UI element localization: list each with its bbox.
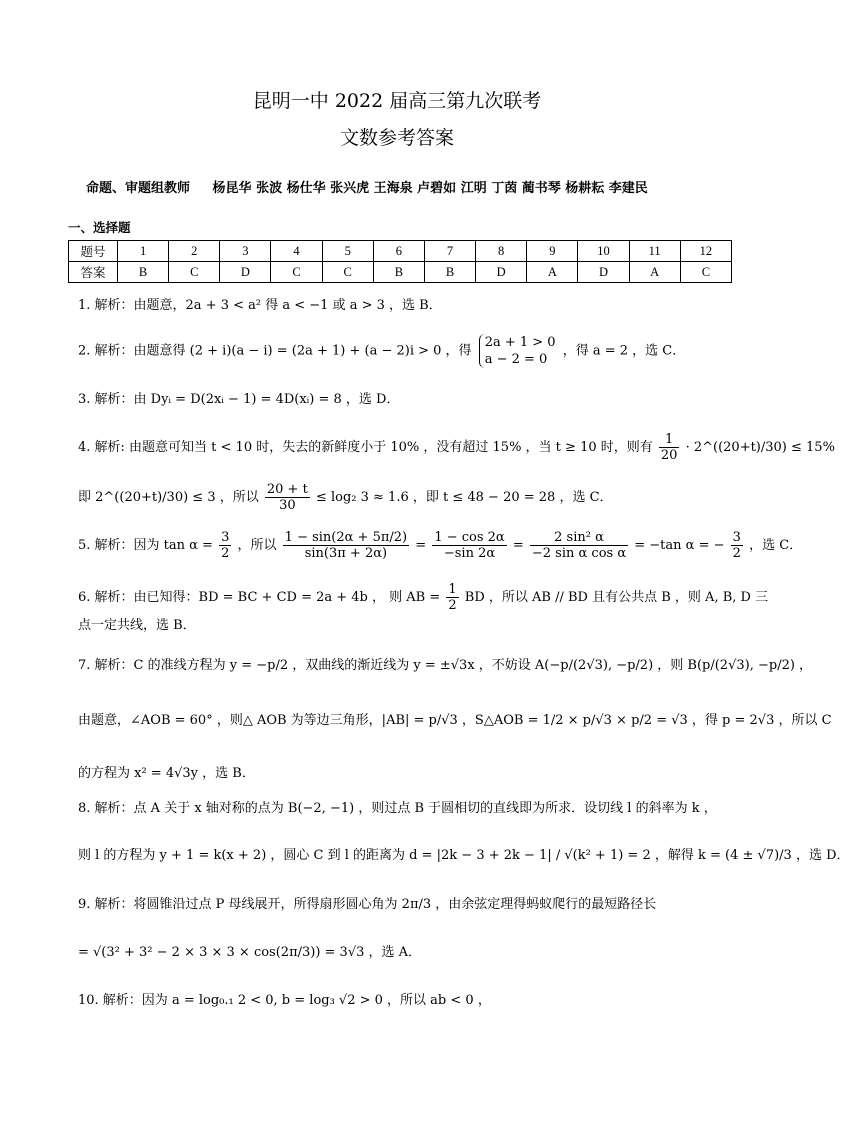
authors-line	[86, 177, 726, 196]
answer-cell: C	[680, 262, 731, 283]
solution-6-text: 6. 解析：由已知得：BD = BC + CD = 2a + 4b ， 则 AB =	[78, 590, 441, 605]
equation-system	[479, 334, 556, 368]
page-title: 昆明一中 2022 届高三第九次联考	[252, 90, 542, 112]
question-number: 11	[629, 241, 680, 262]
answer-cell: B	[424, 262, 475, 283]
question-number: 1	[118, 241, 169, 262]
solution-7-cont: 由题意，∠AOB = 60° ，则△ AOB 为等边三角形，|AB| = p/√3 ，S△AOB = 1/2 × p/√3 × p/2 = √3 ，得 p = 2√3 ，所以 C	[78, 713, 832, 728]
fraction	[265, 482, 310, 513]
solution-9-cont: = √(3² + 3² − 2 × 3 × 3 × cos(2π/3)) = 3√3 ，选 A．	[78, 945, 422, 960]
solution-10: 10. 解析：因为 a = log₀.₁ 2 < 0, b = log₃ √2 > 0 ，所以 ab < 0 ，	[78, 993, 491, 1008]
question-number: 2	[169, 241, 220, 262]
question-number: 6	[373, 241, 424, 262]
answer-table	[68, 240, 732, 283]
table-row	[69, 241, 732, 262]
solution-4-ineq: · 2^((20+t)/30) ≤ 15%	[685, 440, 835, 455]
solution-4	[78, 432, 835, 463]
solution-8: 8. 解析：点 A 关于 x 轴对称的点为 B(−2, −1) ，则过点 B 于圆相切的直线即为所求．设切线 l 的斜率为 k ，	[78, 801, 717, 816]
answer-cell: C	[271, 262, 322, 283]
solution-2-result: ，得 a = 2 ，选 C．	[562, 343, 686, 359]
solution-4-cont	[78, 482, 613, 513]
solution-4-text-2: 即 2^((20+t)/30) ≤ 3 ，所以	[78, 490, 259, 505]
numerator: 1	[659, 432, 680, 448]
numerator: 1 − sin(2α + 5π/2)	[284, 530, 408, 545]
answer-cell: A	[629, 262, 680, 283]
numerator: 2 sin² α	[530, 530, 628, 546]
system-eq-2: a − 2 = 0	[484, 352, 548, 367]
question-number: 3	[220, 241, 271, 262]
solution-3: 3. 解析：由 Dyᵢ = D(2xᵢ − 1) = 4D(xᵢ) = 8 ，选 D．	[78, 392, 400, 407]
numerator: 3	[732, 530, 741, 545]
solution-8-cont: 则 l 的方程为 y + 1 = k(x + 2) ，圆心 C 到 l 的距离为 d = |2k − 3 + 2k − 1| / √(k² + 1) = 2 ，解得 k = (4 ± √7)/3 ，选 D．	[78, 848, 850, 863]
solution-5-text-3: = −tan α = −	[634, 538, 725, 553]
denominator: 2	[448, 598, 457, 613]
denominator: −2 sin α cos α	[531, 546, 627, 561]
fraction	[432, 530, 506, 561]
denominator: 20	[660, 448, 678, 463]
question-number: 7	[424, 241, 475, 262]
solution-4-result: ≤ log₂ 3 ≈ 1.6 ，即 t ≤ 48 − 20 = 28 ，选 C．	[315, 490, 613, 505]
numerator: 1	[448, 582, 457, 597]
page-subtitle: 文数参考答案	[339, 127, 454, 149]
fraction	[731, 530, 743, 561]
solution-5-text: 5. 解析：因为 tan α =	[78, 538, 213, 553]
solution-5	[78, 530, 802, 561]
question-number: 12	[680, 241, 731, 262]
denominator: −sin 2α	[443, 546, 496, 561]
answer-cell: D	[578, 262, 629, 283]
solution-6-text-2: BD ，所以 AB // BD 且有公共点 B ，则 A, B, D 三	[464, 590, 769, 605]
numerator: 1 − cos 2α	[434, 530, 505, 545]
solution-1: 1. 解析：由题意，2a + 3 < a² 得 a < −1 或 a > 3 ，选 B．	[78, 298, 442, 313]
denominator: 2	[732, 546, 741, 561]
numerator: 20 + t	[266, 482, 308, 497]
fraction	[530, 530, 628, 561]
solution-5-text-2: ，所以	[237, 538, 277, 553]
question-number: 9	[527, 241, 578, 262]
authors-label: 命题、审题组教师	[86, 181, 191, 196]
denominator: 2	[221, 546, 230, 561]
row-label: 答案	[69, 262, 118, 283]
solution-7-cont-2: 的方程为 x² = 4√3y ，选 B．	[78, 766, 255, 781]
question-number: 10	[578, 241, 629, 262]
solution-6-cont: 点一定共线，选 B．	[78, 618, 196, 633]
answer-cell: C	[169, 262, 220, 283]
answer-cell: B	[118, 262, 169, 283]
equals-sign: =	[512, 538, 524, 553]
question-number: 5	[322, 241, 373, 262]
section-heading: 一、选择题	[68, 220, 131, 235]
question-number: 4	[271, 241, 322, 262]
answer-cell: D	[220, 262, 271, 283]
answer-cell: B	[373, 262, 424, 283]
solution-6	[78, 582, 768, 613]
fraction	[659, 432, 680, 463]
answer-cell: C	[322, 262, 373, 283]
table-row	[69, 262, 732, 283]
fraction	[219, 530, 231, 561]
numerator: 3	[221, 530, 230, 545]
denominator: sin(3π + 2α)	[304, 546, 388, 561]
row-label: 题号	[69, 241, 118, 262]
fraction	[283, 530, 409, 561]
solution-2	[78, 334, 685, 368]
equals-sign: =	[415, 538, 427, 553]
denominator: 30	[279, 498, 296, 513]
solution-7: 7. 解析：C 的准线方程为 y = −p/2 ，双曲线的渐近线为 y = ±√3x ，不妨设 A(−p/(2√3), −p/2) ，则 B(p/(2√3), −p/2) ，	[78, 658, 813, 673]
solution-9: 9. 解析：将圆锥沿过点 P 母线展开，所得扇形圆心角为 2π/3 ，由余弦定理得蚂蚁爬行的最短路径长	[78, 897, 657, 912]
question-number: 8	[476, 241, 527, 262]
answer-cell: A	[527, 262, 578, 283]
solution-4-text: 4. 解析: 由题意可知当 t < 10 时，失去的新鲜度小于 10% ，没有超过 15% ，当 t ≥ 10 时，则有	[78, 440, 653, 455]
solution-5-result: ，选 C．	[749, 538, 803, 553]
system-eq-1: 2a + 1 > 0	[484, 335, 556, 350]
fraction	[446, 582, 458, 613]
answer-cell: D	[476, 262, 527, 283]
authors-names: 杨昆华 张波 杨仕华 张兴虎 王海泉 卢碧如 江明 丁茵 蔺书琴 杨耕耘 李建民	[212, 181, 648, 196]
solution-2-text: 2. 解析：由题意得 (2 + i)(a − i) = (2a + 1) + (a − 2)i > 0 ，得	[78, 343, 472, 359]
